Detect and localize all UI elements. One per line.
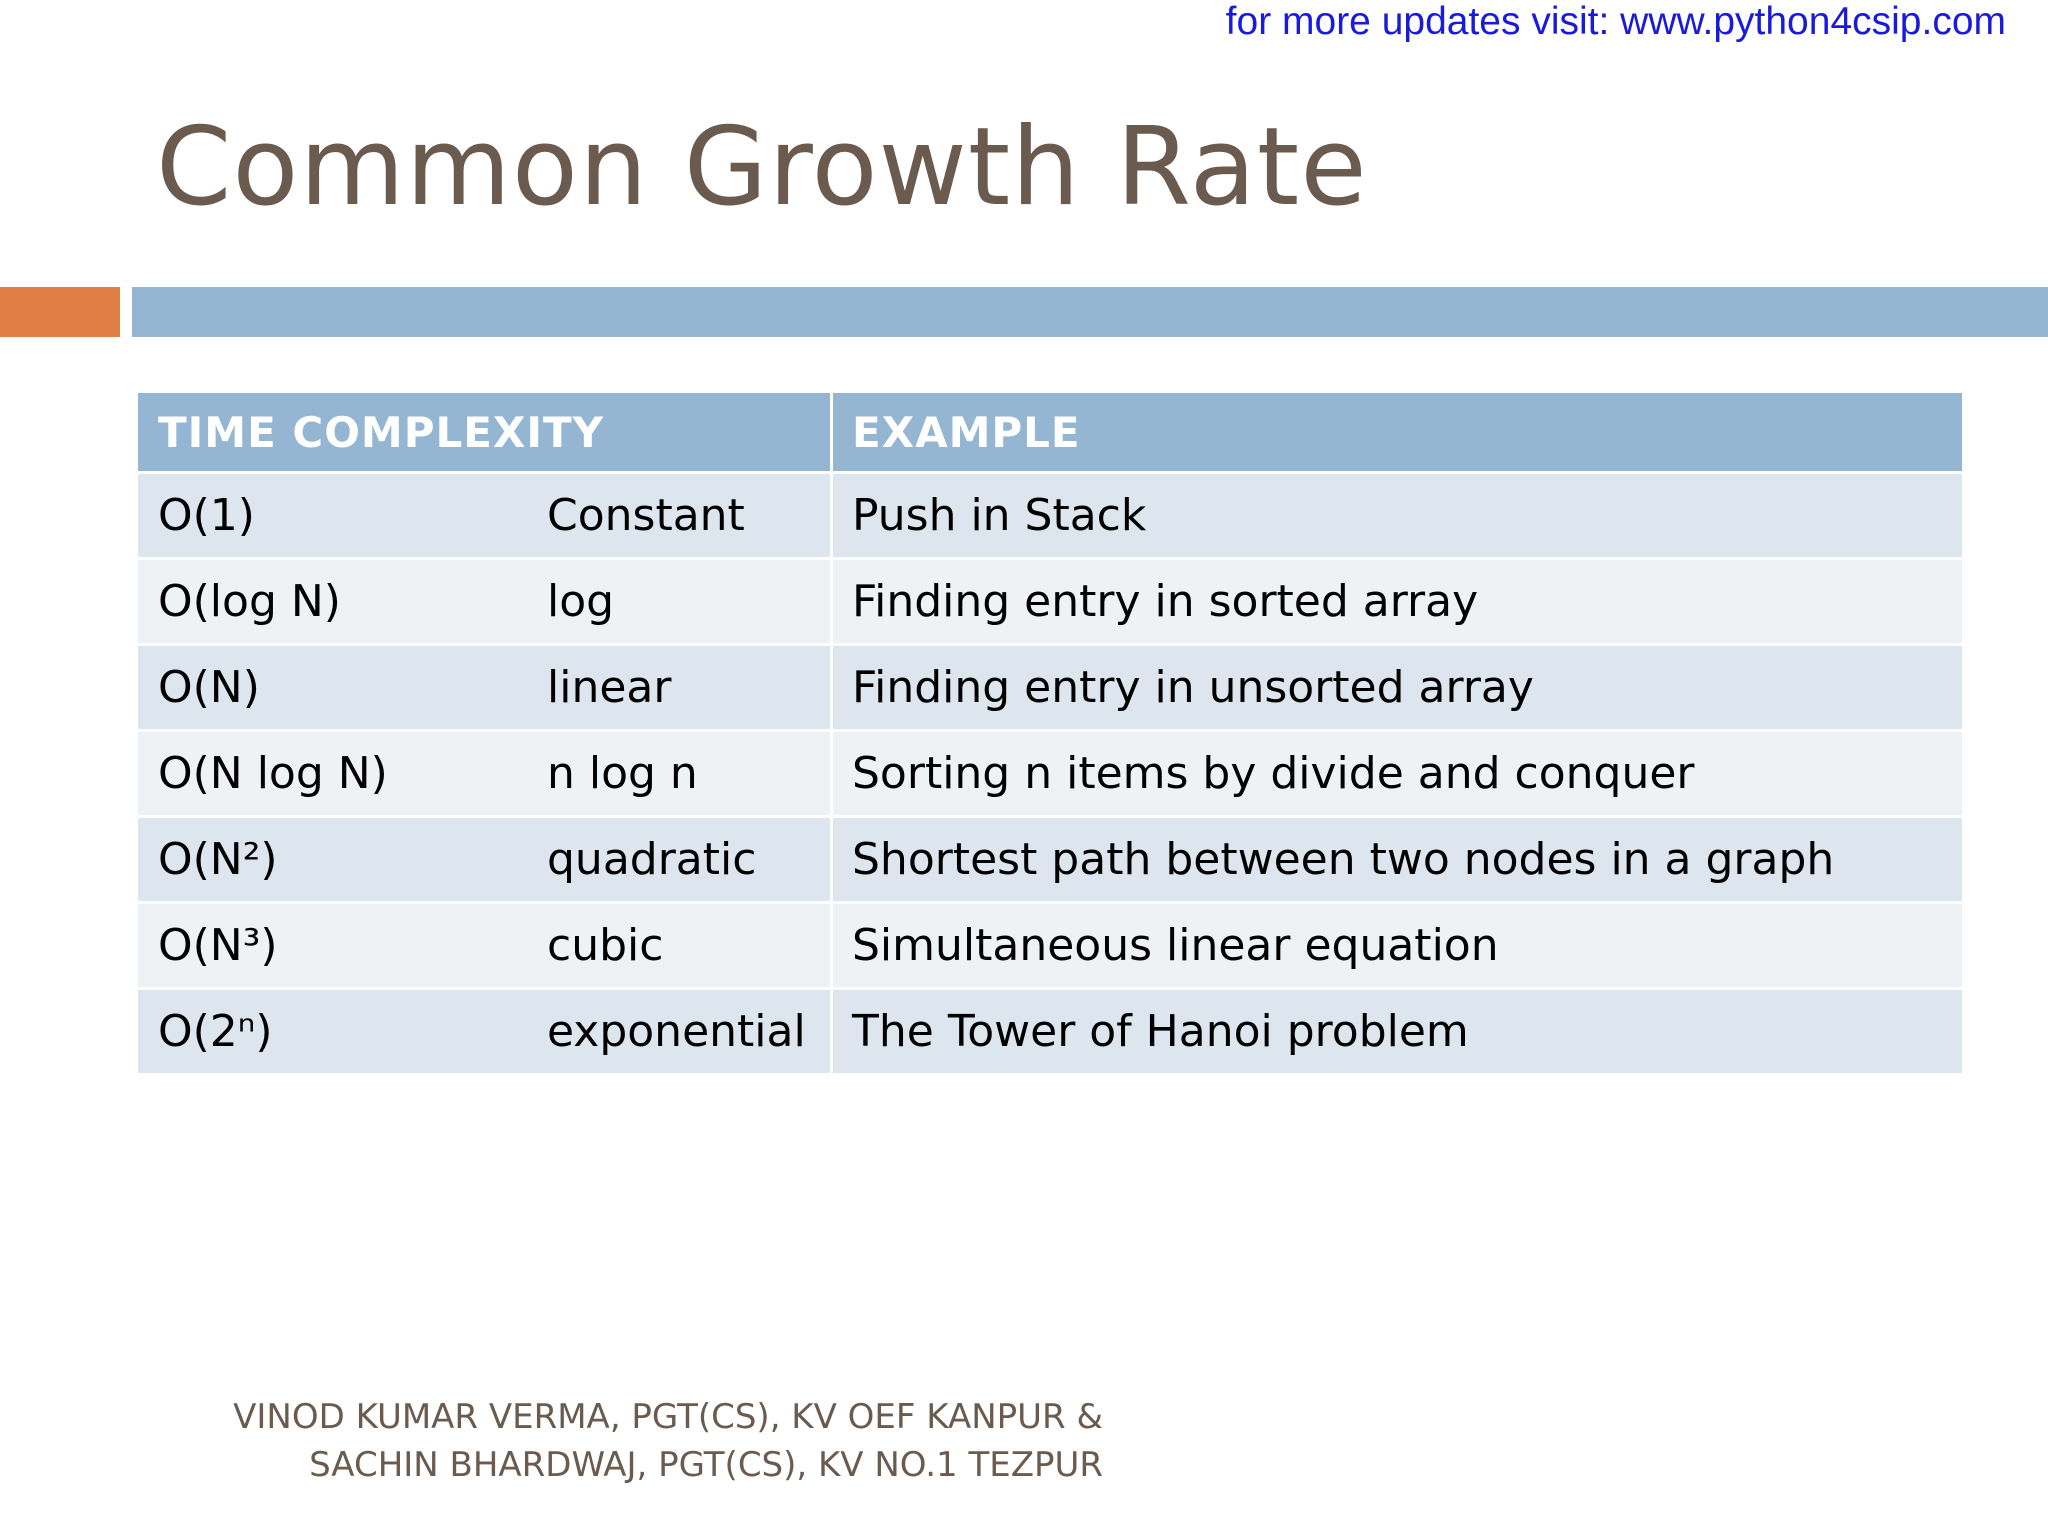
- growth-rate-table: [138, 393, 1962, 1073]
- notation-cell: O(2ⁿ): [158, 1006, 273, 1057]
- notation-cell: O(N²): [158, 834, 278, 885]
- header-example: EXAMPLE: [852, 407, 1081, 457]
- notation-cell: O(N): [158, 662, 260, 713]
- table-row: [138, 643, 1962, 729]
- growth-name-cell: quadratic: [547, 818, 833, 901]
- example-cell: Push in Stack: [852, 490, 1147, 541]
- notation-cell: O(log N): [158, 576, 341, 627]
- growth-name-cell: Constant: [547, 474, 833, 557]
- author-credit-line-2: SACHIN BHARDWAJ, PGT(CS), KV NO.1 TEZPUR: [309, 1445, 1103, 1485]
- website-link[interactable]: for more updates visit: www.python4csip.com: [1225, 0, 2006, 43]
- title-divider-bar: [132, 287, 2048, 337]
- table-row: [138, 557, 1962, 643]
- notation-cell: O(N log N): [158, 748, 388, 799]
- notation-cell: O(1): [158, 490, 255, 541]
- example-cell: Shortest path between two nodes in a graph: [852, 834, 1835, 885]
- table-row: [138, 987, 1962, 1073]
- header-time-complexity: TIME COMPLEXITY: [138, 393, 833, 471]
- accent-bar: [0, 287, 120, 337]
- author-credit-line-1: VINOD KUMAR VERMA, PGT(CS), KV OEF KANPUR &: [233, 1397, 1103, 1437]
- table-row: [138, 815, 1962, 901]
- notation-cell: O(N³): [158, 920, 278, 971]
- table-row: [138, 901, 1962, 987]
- growth-name-cell: exponential: [547, 990, 833, 1073]
- author-credits: [233, 1393, 1103, 1489]
- table-row: [138, 729, 1962, 815]
- growth-name-cell: n log n: [547, 732, 833, 815]
- growth-name-cell: linear: [547, 646, 833, 729]
- table-row: [138, 471, 1962, 557]
- example-cell: Finding entry in sorted array: [852, 576, 1479, 627]
- example-cell: Sorting n items by divide and conquer: [852, 748, 1695, 799]
- growth-name-cell: log: [547, 560, 833, 643]
- example-cell: Finding entry in unsorted array: [852, 662, 1534, 713]
- table-header-row: [138, 393, 1962, 471]
- example-cell: Simultaneous linear equation: [852, 920, 1499, 971]
- slide-title: Common Growth Rate: [156, 105, 1368, 230]
- growth-name-cell: cubic: [547, 904, 833, 987]
- example-cell: The Tower of Hanoi problem: [852, 1006, 1469, 1057]
